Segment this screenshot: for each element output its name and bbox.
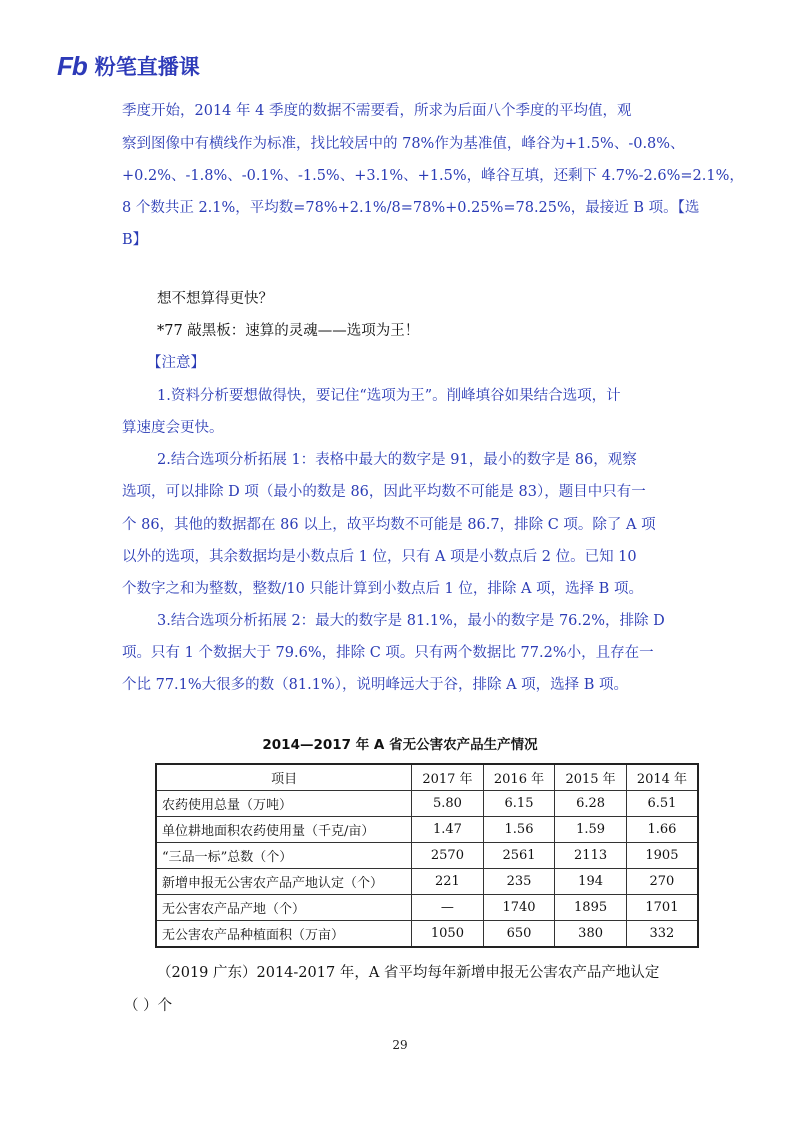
- table-row: [156, 843, 698, 869]
- table-cell: 650: [483, 921, 555, 948]
- note-point-3: 3.结合选项分析拓展 2：最大的数字是 81.1%，最小的数字是 76.2%，排除 D: [157, 613, 665, 629]
- table-cell: 新增申报无公害农产品产地认定（个）: [156, 869, 412, 895]
- note-point-2: 个数字之和为整数，整数/10 只能计算到小数点后 1 位，排除 A 项，选择 B 项。: [122, 581, 643, 597]
- note-point-2: 个 86，其他的数据都在 86 以上，故平均数不可能是 86.7，排除 C 项。除了 A 项: [122, 517, 656, 533]
- table-cell: 2113: [555, 843, 627, 869]
- fb-logo-icon: Fb: [57, 50, 87, 81]
- table-cell: 1701: [626, 895, 698, 921]
- table-row: [156, 791, 698, 817]
- column-header: 2017 年: [412, 764, 484, 791]
- note-point-2: 以外的选项，其余数据均是小数点后 1 位，只有 A 项是小数点后 2 位。已知 10: [122, 549, 637, 565]
- table-cell: 1.47: [412, 817, 484, 843]
- page-number: 29: [392, 1038, 408, 1052]
- table-cell: 2561: [483, 843, 555, 869]
- column-header: 2016 年: [483, 764, 555, 791]
- table-cell: —: [412, 895, 484, 921]
- table-cell: 5.80: [412, 791, 484, 817]
- table-cell: 332: [626, 921, 698, 948]
- note-point-3: 个比 77.1%大很多的数（81.1%），说明峰远大于谷，排除 A 项，选择 B 项。: [122, 677, 629, 693]
- brand-logo: [57, 52, 200, 80]
- answer-line: B】: [122, 232, 148, 248]
- table-cell: 单位耕地面积农药使用量（千克/亩）: [156, 817, 412, 843]
- table-cell: 380: [555, 921, 627, 948]
- note-point-2: 选项，可以排除 D 项（最小的数是 86，因此平均数不可能是 83），题目中只有一: [122, 484, 646, 500]
- table-cell: 6.15: [483, 791, 555, 817]
- table-row: [156, 921, 698, 948]
- table-cell: 1740: [483, 895, 555, 921]
- table-cell: 194: [555, 869, 627, 895]
- table-cell: 1.56: [483, 817, 555, 843]
- note-point-1: 算速度会更快。: [122, 420, 224, 436]
- tip-title: *77 敲黑板：速算的灵魂——选项为王！: [157, 323, 420, 339]
- column-header: 项目: [156, 764, 412, 791]
- table-cell: 1.66: [626, 817, 698, 843]
- note-point-1: 1.资料分析要想做得快，要记住“选项为王”。削峰填谷如果结合选项，计: [157, 388, 621, 404]
- table-cell: 1895: [555, 895, 627, 921]
- table-cell: 农药使用总量（万吨）: [156, 791, 412, 817]
- table-cell: 1.59: [555, 817, 627, 843]
- note-label: 【注意】: [147, 355, 205, 371]
- answer-line: 察到图像中有横线作为标准，找比较居中的 78%作为基准值，峰谷为+1.5%、-0.8%、: [122, 136, 685, 152]
- column-header: 2014 年: [626, 764, 698, 791]
- answer-line: 季度开始，2014 年 4 季度的数据不需要看，所求为后面八个季度的平均值，观: [122, 103, 632, 119]
- table-header-row: [156, 764, 698, 791]
- column-header: 2015 年: [555, 764, 627, 791]
- tip-question: 想不想算得更快？: [157, 291, 273, 307]
- table-row: [156, 869, 698, 895]
- question-text: （ ）个: [124, 998, 173, 1014]
- table-cell: 无公害农产品产地（个）: [156, 895, 412, 921]
- question-text: （2019 广东）2014-2017 年，A 省平均每年新增申报无公害农产品产地认定: [157, 965, 660, 981]
- brand-name: 粉笔直播课: [94, 55, 200, 79]
- table-cell: 2570: [412, 843, 484, 869]
- answer-line: +0.2%、-1.8%、-0.1%、-1.5%、+3.1%、+1.5%，峰谷互填，还剩下 4.7%-2.6%=2.1%，: [122, 168, 744, 184]
- note-point-2: 2.结合选项分析拓展 1：表格中最大的数字是 91，最小的数字是 86，观察: [157, 452, 637, 468]
- note-point-3: 项。只有 1 个数据大于 79.6%，排除 C 项。只有两个数据比 77.2%小，且存在一: [122, 645, 654, 661]
- table-cell: 6.51: [626, 791, 698, 817]
- table-cell: 270: [626, 869, 698, 895]
- table-row: [156, 817, 698, 843]
- table-row: [156, 895, 698, 921]
- table-title: 2014—2017 年 A 省无公害农产品生产情况: [262, 737, 538, 753]
- table-cell: 1905: [626, 843, 698, 869]
- table-cell: 221: [412, 869, 484, 895]
- table-cell: “三品一标”总数（个）: [156, 843, 412, 869]
- table-cell: 235: [483, 869, 555, 895]
- answer-line: 8 个数共正 2.1%，平均数=78%+2.1%/8=78%+0.25%=78.25%，最接近 B 项。【选: [122, 200, 700, 216]
- table-cell: 1050: [412, 921, 484, 948]
- table-cell: 无公害农产品种植面积（万亩）: [156, 921, 412, 948]
- table-cell: 6.28: [555, 791, 627, 817]
- data-table: [155, 763, 699, 948]
